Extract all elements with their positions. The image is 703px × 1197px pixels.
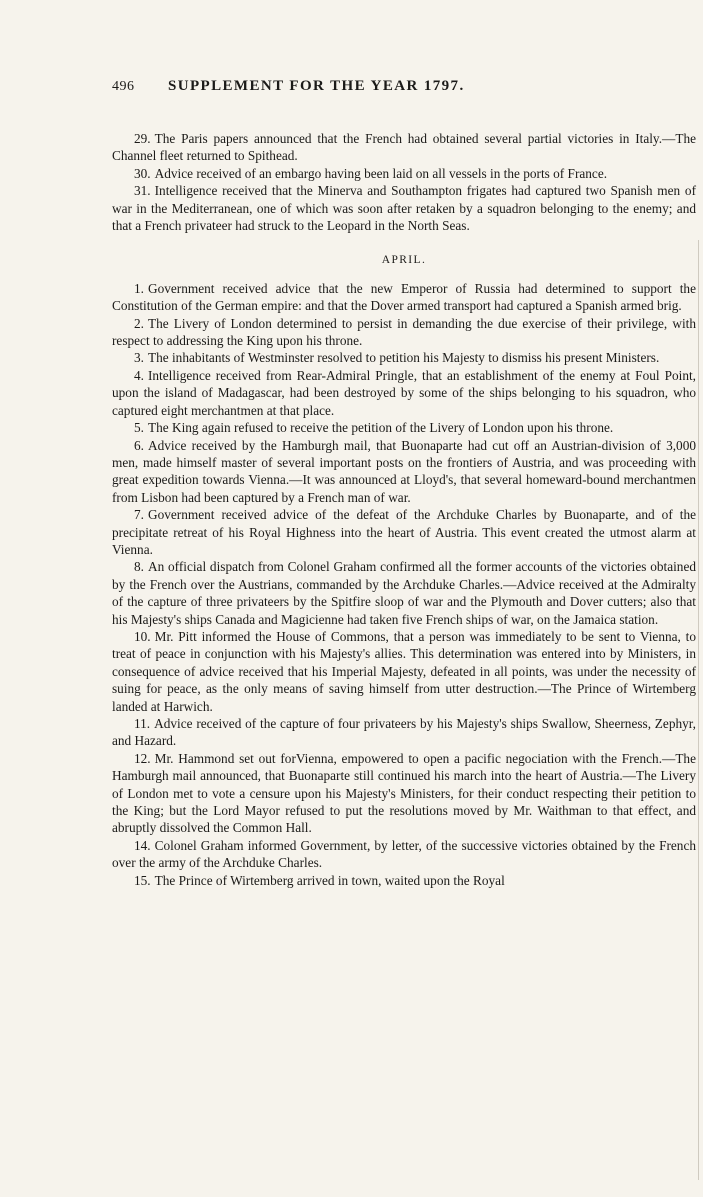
page-header bbox=[112, 78, 696, 104]
entry-text: Government received advice that the new Emperor of Russia had determined to support the Constitution of the German empire: and that the Dover armed transport had captured a Spanish armed brig. bbox=[112, 280, 696, 314]
entry-text: Mr. Pitt informed the House of Commons, that a person was immediately to be sent to Vienna, to treat of peace in conjunction with his Majesty's allies. This determination was entered into by Ministers, in consequence of advice received that his Imperial Majesty, defeated in all points, was under the necessity of suing for peace, as the only means of saving himself from utter destruction.—The Prince of Wirtemberg landed at Harwich. bbox=[112, 628, 696, 714]
entry-day-number: 30. bbox=[134, 165, 151, 181]
entry-text: Advice received of an embargo having been laid on all vessels in the ports of France. bbox=[154, 165, 608, 181]
entry-text: Mr. Hammond set out forVienna, empowered to open a pacific negociation with the French.—The Hamburgh mail announced, that Buonaparte still continued his march into the heart of Austria.—The Livery of London met to vote a censure upon his Majesty's Ministers, for their conduct respecting their petition to the King; but the Lord Mayor refused to put the resolutions moved by Mr. Waithman to that effect, and abruptly dissolved the Common Hall. bbox=[112, 750, 696, 836]
entry-day-number: 2. bbox=[134, 315, 144, 331]
entry-day-number: 3. bbox=[134, 350, 144, 366]
entry-text: An official dispatch from Colonel Graham confirmed all the former accounts of the victories obtained by the French over the Austrians, commanded by the Archduke Charles.—Advice received at the Admiralty of the capture of three privateers by the Spitfire sloop of war and the Plymouth and Dover cutters; also that his Majesty's ships Canada and Magicienne had taken five French ships of war, on the Jamaica station. bbox=[112, 559, 696, 627]
entry-text: Colonel Graham informed Government, by letter, of the successive victories obtained by the French over the army of the Archduke Charles. bbox=[112, 837, 696, 871]
entry-day-number: 15. bbox=[134, 872, 151, 888]
entry-text: Intelligence received from Rear-Admiral Pringle, that an establishment of the enemy at Foul Point, upon the island of Madagascar, had been destroyed by some of the ships belonging to his squadron, who captured eight merchantmen at that place. bbox=[112, 367, 696, 418]
running-head: SUPPLEMENT FOR THE YEAR 1797. bbox=[168, 78, 465, 94]
april-entries bbox=[112, 280, 696, 889]
chronicle-entry bbox=[112, 315, 696, 350]
entry-text: The Livery of London determined to persist in demanding the due exercise of their privilege, with respect to addressing the King upon his throne. bbox=[112, 315, 696, 349]
entry-day-number: 4. bbox=[134, 367, 144, 383]
entry-day-number: 31. bbox=[134, 183, 151, 199]
entry-text: The inhabitants of Westminster resolved to petition his Majesty to dismiss his present Ministers. bbox=[147, 350, 660, 366]
entry-text: Intelligence received that the Minerva and Southampton frigates had captured two Spanish men of war in the Mediterranean, one of which was soon after retaken by a squadron belonging to the enemy; and that a French privateer had struck to the Leopard in the North Seas. bbox=[112, 183, 696, 234]
chronicle-entry bbox=[112, 130, 696, 165]
entry-day-number: 1. bbox=[134, 280, 144, 296]
chronicle-entry bbox=[112, 367, 696, 419]
entry-text: The Paris papers announced that the French had obtained several partial victories in Italy.—The Channel fleet returned to Spithead. bbox=[112, 131, 696, 164]
month-heading-april: APRIL. bbox=[381, 254, 427, 267]
chronicle-entry bbox=[112, 872, 696, 889]
entry-day-number: 5. bbox=[134, 420, 144, 436]
chronicle-entry bbox=[112, 437, 696, 507]
entry-text: Advice received by the Hamburgh mail, that Buonaparte had cut off an Austrian-division of 3,000 men, made himself master of several important posts on the frontiers of Austria, and was proceeding with great expedition towards Vienna.—It was announced at Lloyd's, that several homeward-bound merchantmen from Lisbon had been captured by a French man of war. bbox=[112, 437, 696, 505]
chronicle-entry bbox=[112, 165, 696, 182]
chronicle-entry bbox=[112, 419, 696, 436]
page-number: 496 bbox=[112, 79, 135, 94]
chronicle-entry bbox=[112, 506, 696, 558]
chronicle-entry bbox=[112, 558, 696, 628]
entry-day-number: 6. bbox=[134, 437, 144, 453]
entry-day-number: 7. bbox=[134, 507, 144, 523]
entry-text: Government received advice of the defeat of the Archduke Charles by Buonaparte, and of the precipitate retreat of his Royal Highness into the heart of Austria. This event created the utmost alarm at Vienna. bbox=[112, 507, 696, 557]
entry-day-number: 8. bbox=[134, 559, 144, 575]
entry-text: The King again refused to receive the petition of the Livery of London upon his throne. bbox=[147, 420, 614, 436]
chronicle-entry bbox=[112, 628, 696, 715]
chronicle-text bbox=[112, 130, 696, 889]
chronicle-entry bbox=[112, 837, 696, 872]
chronicle-entry bbox=[112, 750, 696, 837]
entry-day-number: 11. bbox=[134, 716, 151, 731]
entry-day-number: 29. bbox=[134, 131, 151, 146]
entry-text: Advice received of the capture of four privateers by his Majesty's ships Swallow, Sheerness, Zephyr, and Hazard. bbox=[112, 716, 696, 749]
entry-day-number: 12. bbox=[134, 750, 151, 766]
chronicle-entry bbox=[112, 182, 696, 234]
page-edge-shadow bbox=[698, 240, 699, 1180]
entry-day-number: 10. bbox=[134, 628, 151, 644]
entry-day-number: 14. bbox=[134, 837, 151, 853]
chronicle-entry bbox=[112, 280, 696, 315]
chronicle-entry bbox=[112, 349, 696, 366]
march-entries bbox=[112, 130, 696, 234]
chronicle-entry bbox=[112, 715, 696, 750]
entry-text: The Prince of Wirtemberg arrived in town, waited upon the Royal bbox=[154, 872, 505, 888]
book-page bbox=[112, 78, 696, 889]
